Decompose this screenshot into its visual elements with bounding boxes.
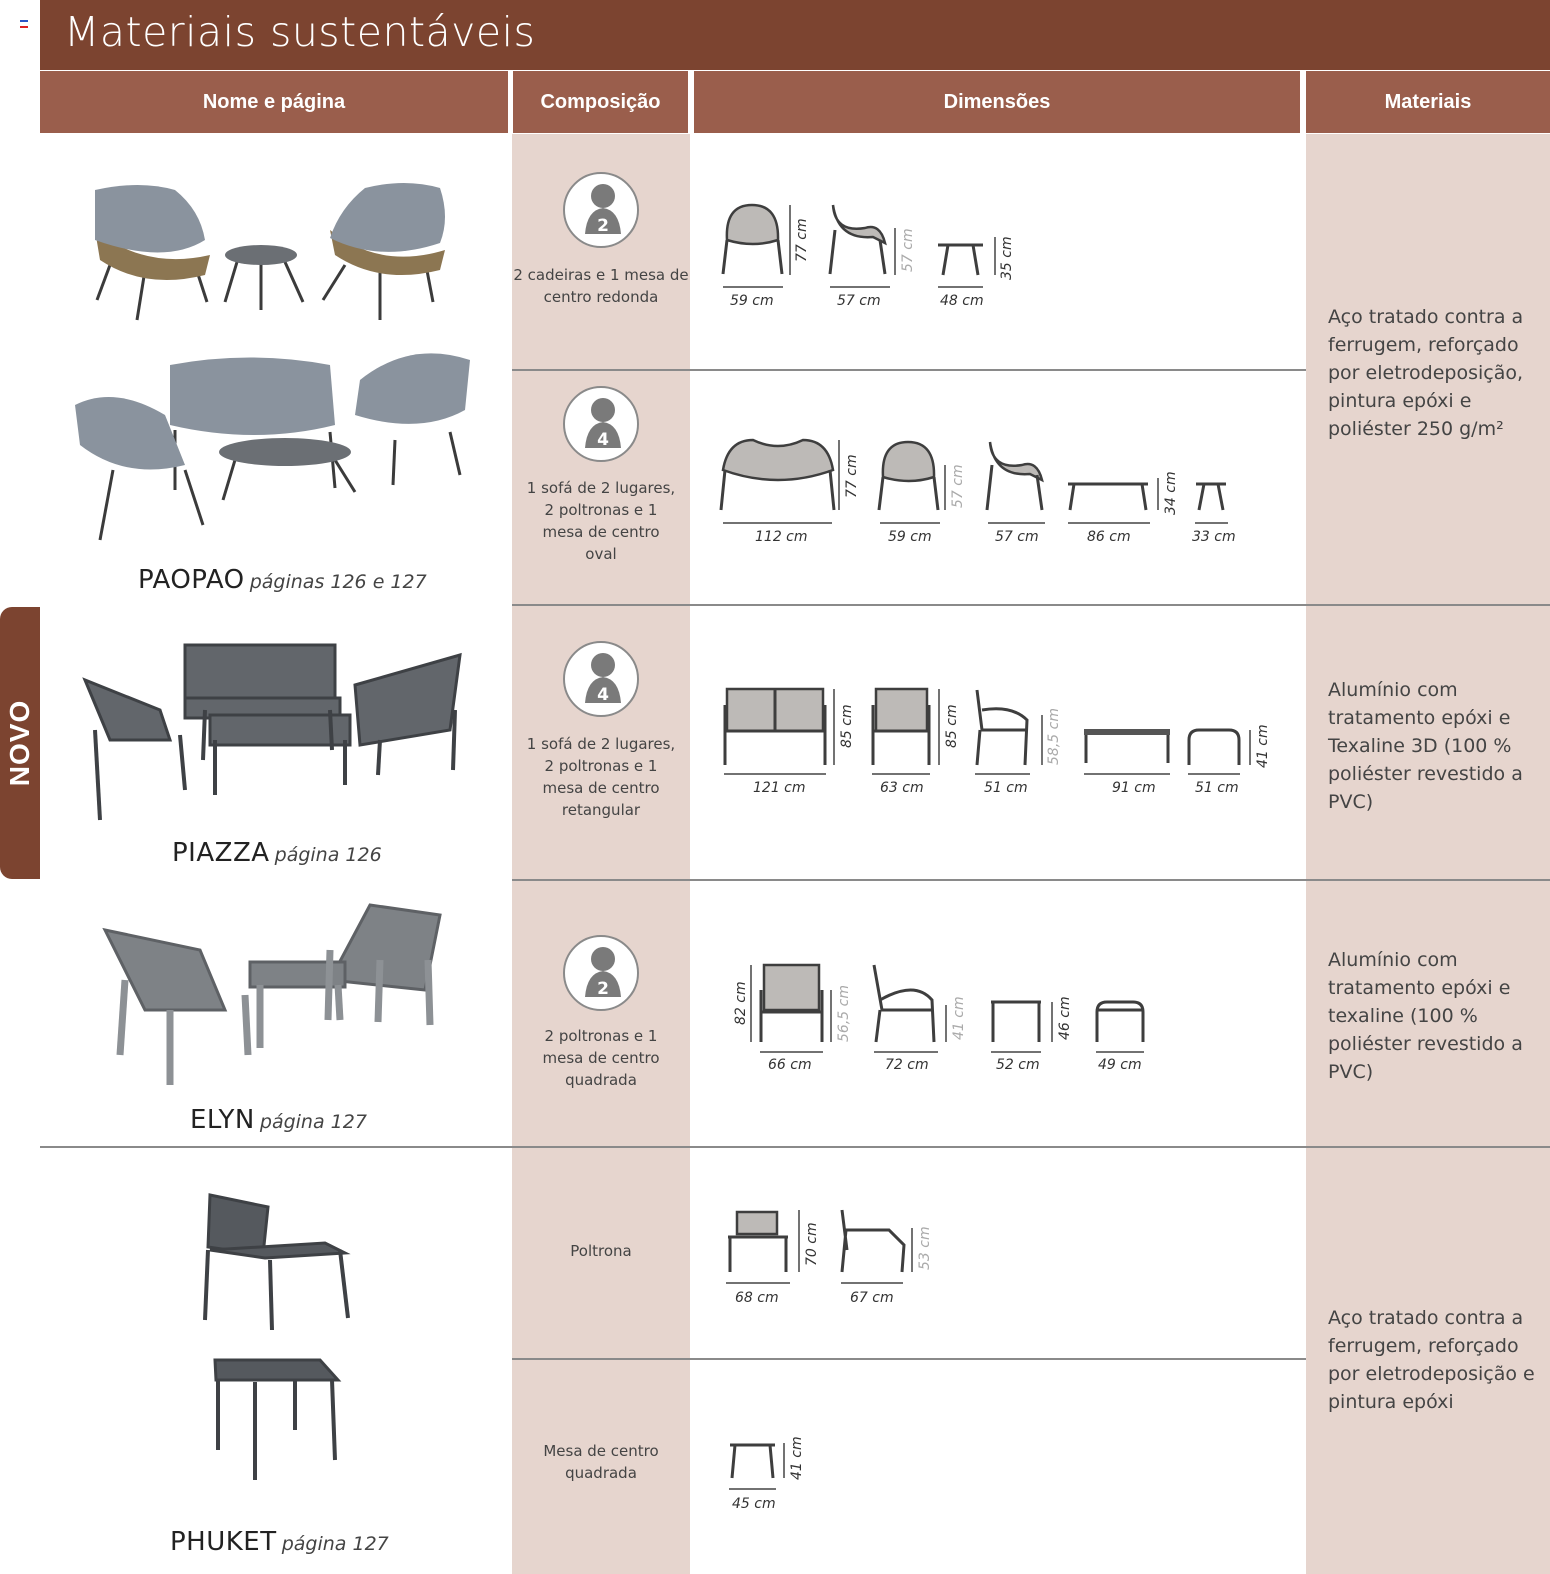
product-title-piazza [172,838,382,868]
composition-text: Poltrona [570,1242,632,1260]
row-divider [512,879,1550,881]
dim-height: 82 cm [733,981,749,1025]
header-name: Nome e página [40,71,508,133]
product-title-elyn [190,1105,367,1135]
materials-text: Aço tratado contra a ferrugem, reforçado por eletrodeposição e pintura epóxi [1328,1307,1535,1413]
dim-height: 58,5 cm [1046,708,1062,765]
materials-text: Alumínio com tratamento epóxi e texaline (100 % poliéster revestido a PVC) [1328,949,1523,1083]
page-title: Materiais sustentáveis [64,8,536,56]
dim-width: 48 cm [940,293,984,309]
badge-count: 4 [597,430,609,450]
row-divider [512,1358,1306,1360]
dim-width: 67 cm [850,1290,894,1306]
dim-piazza-table [1084,729,1170,796]
phuket-product-image [200,1190,360,1490]
flag-icon [20,20,28,27]
product-name: PHUKET [170,1527,277,1557]
dim-piazza-armchair-front [872,689,960,796]
badge-count: 2 [597,216,609,236]
dim-elyn-armchair-front [733,965,852,1073]
dim-width: 63 cm [880,780,924,796]
dim-height: 41 cm [951,996,967,1040]
new-tag [0,607,40,879]
dim-height: 77 cm [844,454,860,498]
dim-width: 57 cm [837,293,881,309]
dim-width: 52 cm [996,1057,1040,1073]
people-count-badge [563,172,639,248]
dim-paopao-armchair-front [879,442,966,545]
dim-width: 66 cm [768,1057,812,1073]
dim-width: 72 cm [885,1057,929,1073]
people-count-badge [563,386,639,462]
dim-piazza-armchair-side [975,690,1062,796]
dim-height: 35 cm [999,236,1015,280]
row-divider [40,1146,1550,1148]
dim-phuket-table [729,1436,805,1512]
dim-width: 51 cm [984,780,1028,796]
header-dimensions: Dimensões [694,71,1300,133]
dim-width: 51 cm [1195,780,1239,796]
dim-width: 33 cm [1192,529,1236,545]
dim-phuket-chair-front [726,1210,820,1306]
paopao-product-image [55,170,495,560]
materials-text: Aço tratado contra a ferrugem, reforçado por eletrodeposição, pintura epóxi e poliéster 250 g/m² [1328,306,1524,440]
badge-count: 2 [597,979,609,999]
dim-height: 77 cm [794,218,810,262]
dim-piazza-sofa [724,689,855,796]
dim-paopao-stool [1192,484,1236,545]
dim-width: 59 cm [888,529,932,545]
dim-width: 91 cm [1112,780,1156,796]
dim-elyn-table [991,996,1073,1073]
product-name: ELYN [190,1105,255,1135]
dim-elyn-armchair-side [874,965,967,1073]
dim-paopao-sofa [721,440,860,545]
dim-width: 49 cm [1098,1057,1142,1073]
product-title-phuket [170,1527,389,1557]
dim-paopao-armchair-side [987,442,1045,545]
dim-height: 41 cm [1255,724,1271,768]
dim-height: 34 cm [1163,471,1179,515]
dim-paopao-chair-front [723,205,810,309]
product-page: páginas 126 e 127 [249,571,427,593]
header-materials: Materiais [1306,71,1550,133]
dim-width: 112 cm [755,529,808,545]
materials-text: Alumínio com tratamento epóxi e Texaline 3D (100 % poliéster revestido a PVC) [1328,679,1523,813]
product-page: página 127 [259,1111,367,1133]
page-title-bar [40,0,1550,70]
dim-piazza-ottoman [1188,724,1271,796]
composition-text: 1 sofá de 2 lugares, 2 poltronas e 1 mesa de centro oval [526,479,676,563]
product-page: página 126 [274,844,382,866]
product-page: página 127 [281,1533,389,1555]
dim-height: 85 cm [839,704,855,748]
dim-width: 68 cm [735,1290,779,1306]
dim-paopao-round-table [938,236,1015,309]
header-composition: Composição [513,71,688,133]
composition-text: Mesa de centro quadrada [543,1442,659,1482]
dim-height: 46 cm [1057,996,1073,1040]
dim-width: 86 cm [1087,529,1131,545]
people-count-badge [563,935,639,1011]
dim-width: 57 cm [995,529,1039,545]
composition-text: 2 cadeiras e 1 mesa de centro redonda [513,266,689,306]
dim-paopao-chair-side [830,205,916,309]
dim-height: 70 cm [804,1222,820,1266]
product-name: PIAZZA [172,838,270,868]
new-tag-label: NOVO [4,699,35,787]
composition-text: 2 poltronas e 1 mesa de centro quadrada [542,1027,660,1089]
row-divider [512,369,1306,371]
dim-height-2: 56,5 cm [836,985,852,1042]
dim-width: 59 cm [730,293,774,309]
piazza-product-image [75,640,475,825]
people-count-badge [563,641,639,717]
dim-width: 45 cm [732,1496,776,1512]
dim-height: 57 cm [950,464,966,508]
dim-height: 85 cm [944,704,960,748]
dim-phuket-chair-side [841,1210,933,1306]
dim-width: 121 cm [753,780,806,796]
dim-height: 41 cm [789,1436,805,1480]
elyn-product-image [100,900,450,1090]
dim-height: 57 cm [900,228,916,272]
composition-text: 1 sofá de 2 lugares, 2 poltronas e 1 mesa de centro retangular [526,735,676,819]
dim-height: 53 cm [917,1226,933,1270]
dim-paopao-oval-table [1068,471,1179,545]
dim-elyn-ottoman [1096,1002,1144,1073]
badge-count: 4 [597,685,609,705]
product-name: PAOPAO [138,565,245,595]
product-title-paopao [138,565,427,595]
row-divider [512,604,1550,606]
